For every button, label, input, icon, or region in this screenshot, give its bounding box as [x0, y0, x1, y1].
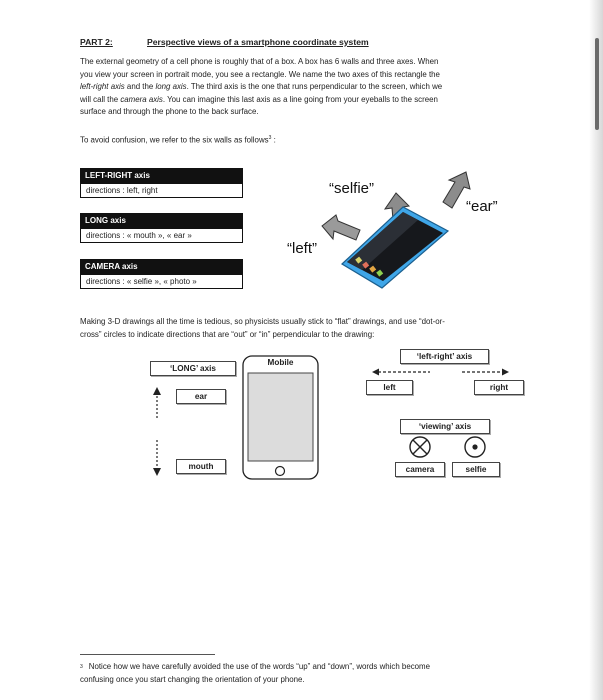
arrowhead-left-icon [372, 369, 379, 376]
arrowhead-down-icon [153, 468, 161, 476]
mobile-screen [248, 373, 313, 461]
left-label: “left” [287, 240, 317, 257]
viewing-axis-label: ‘viewing’ axis [400, 419, 490, 434]
camera-box: camera [395, 462, 445, 477]
arrowhead-up-icon [153, 387, 161, 395]
footnote [80, 661, 530, 686]
intro-line: you view your screen in portrait mode, you see a rectangle. We name the two axes of this rectangle the [80, 69, 440, 79]
paragraph-line: cross” circles to indicate directions that are “out” or “in” perpendicular to the drawing: [80, 329, 375, 339]
left-right-axis-label: ‘left-right’ axis [400, 349, 489, 364]
ear-label: “ear” [466, 198, 498, 215]
mobile-label: Mobile [267, 358, 294, 367]
axis-name: CAMERA axis [80, 259, 243, 274]
selfie-box: selfie [452, 462, 500, 477]
footnote-line: confusing once you start changing the orientation of your phone. [80, 674, 305, 684]
right-box: right [474, 380, 524, 395]
axis-name: LEFT-RIGHT axis [80, 168, 243, 183]
axis-directions: directions : « mouth », « ear » [80, 228, 243, 243]
ear-box: ear [176, 389, 226, 404]
selfie-label: “selfie” [329, 180, 375, 197]
long-axis-label: ‘LONG’ axis [150, 361, 236, 376]
footnote-line: $^3$ Notice how we have carefully avoided the use of the words “up” and “down”, words which become [80, 662, 431, 671]
footnote-rule [80, 654, 215, 655]
axis-directions: directions : left, right [80, 183, 243, 198]
part-label: PART 2: [80, 37, 113, 47]
section-title: Perspective views of a smartphone coordinate system [147, 37, 369, 47]
axis-directions: directions : « selfie », « photo » [80, 274, 243, 289]
intro-line: will call the camera axis. You can imagine this last axis as a line going from your eyeballs to the screen [80, 94, 438, 104]
mouth-box: mouth [176, 459, 226, 474]
axis-name: LONG axis [80, 213, 243, 228]
arrowhead-right-icon [502, 369, 509, 376]
home-button-icon [276, 467, 285, 476]
left-box: left [366, 380, 413, 395]
left-arrow-icon [322, 215, 360, 240]
paragraph-line: Making 3-D drawings all the time is tedious, so physicists usually stick to “flat” drawings, and use “dot-or- [80, 317, 445, 326]
intro-line: surface and through the phone to the back surface. [80, 107, 259, 117]
intro-line: left-right axis and the long axis. The third axis is the one that runs perpendicular to the screen, which we [80, 82, 443, 92]
intro-line: The external geometry of a cell phone is roughly that of a box. A box has 6 walls and three axes. When [80, 57, 439, 66]
flat-drawing-paragraph [80, 316, 527, 341]
walls-intro: To avoid confusion, we refer to the six walls as follows$^3$ : [80, 135, 276, 145]
